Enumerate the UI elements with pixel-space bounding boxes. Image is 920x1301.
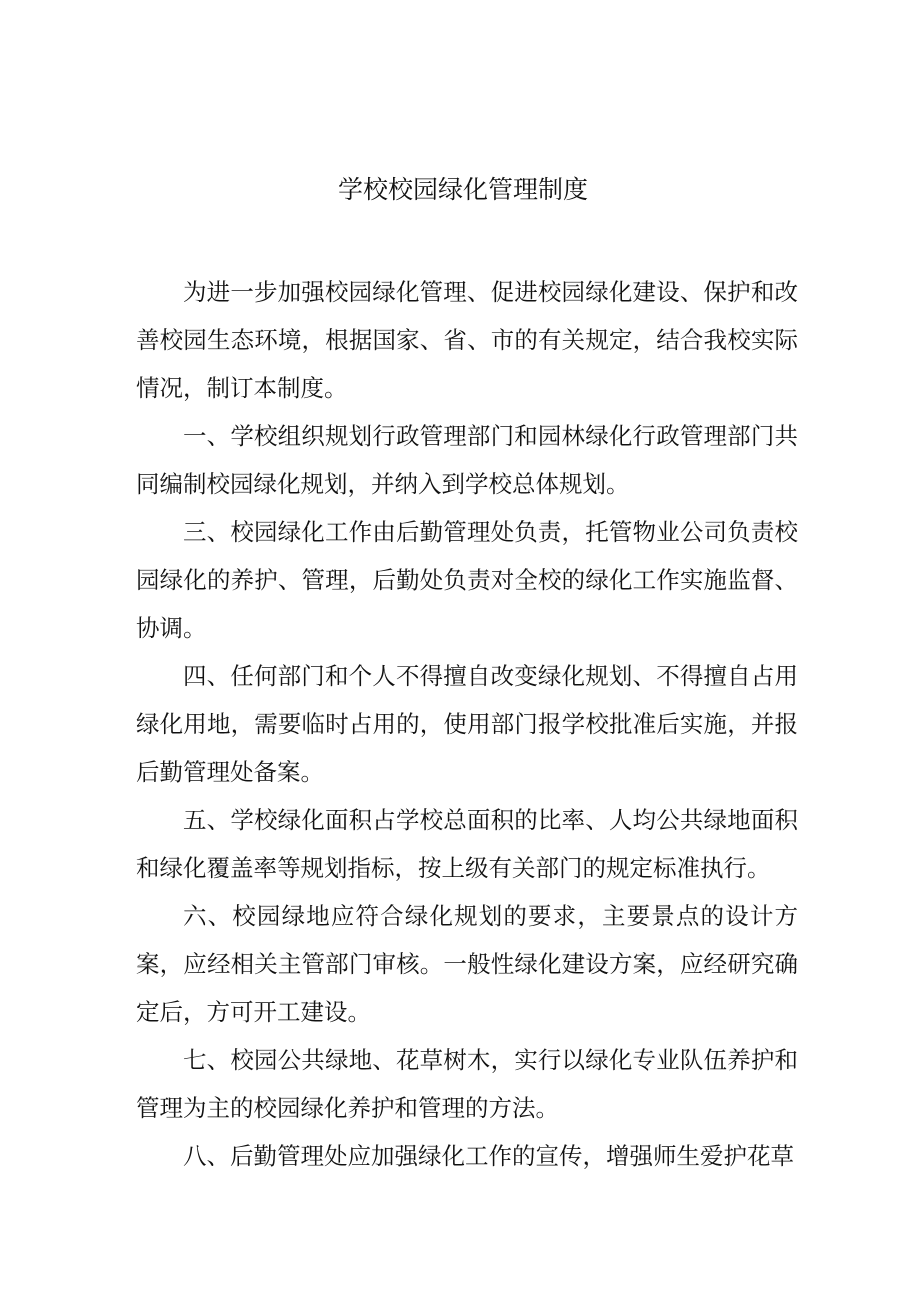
paragraph-intro: 为进一步加强校园绿化管理、促进校园绿化建设、保护和改善校园生态环境，根据国家、省、市的有关规定，结合我校实际情况，制订本制度。 [136, 278, 798, 402]
paragraph-item-8: 八、后勤管理处应加强绿化工作的宣传，增强师生爱护花草 [183, 1142, 794, 1170]
paragraph-item-6: 六、校园绿地应符合绿化规划的要求，主要景点的设计方案，应经相关主管部门审核。一般性绿化建设方案，应经研究确定后，方可开工建设。 [136, 902, 798, 1026]
paragraph-item-1: 一、学校组织规划行政管理部门和园林绿化行政管理部门共同编制校园绿化规划，并纳入到学校总体规划。 [136, 422, 798, 498]
paragraph-item-5: 五、学校绿化面积占学校总面积的比率、人均公共绿地面积和绿化覆盖率等规划指标，按上级有关部门的规定标准执行。 [136, 806, 798, 882]
paragraph-item-7: 七、校园公共绿地、花草树木，实行以绿化专业队伍养护和管理为主的校园绿化养护和管理的方法。 [136, 1046, 798, 1122]
document-title: 学校校园绿化管理制度 [337, 175, 588, 204]
document-body [136, 268, 798, 1180]
paragraph-item-4: 四、任何部门和个人不得擅自改变绿化规划、不得擅自占用绿化用地，需要临时占用的，使用部门报学校批准后实施，并报后勤管理处备案。 [136, 662, 798, 786]
paragraph-item-3: 三、校园绿化工作由后勤管理处负责，托管物业公司负责校园绿化的养护、管理，后勤处负责对全校的绿化工作实施监督、协调。 [136, 518, 798, 642]
